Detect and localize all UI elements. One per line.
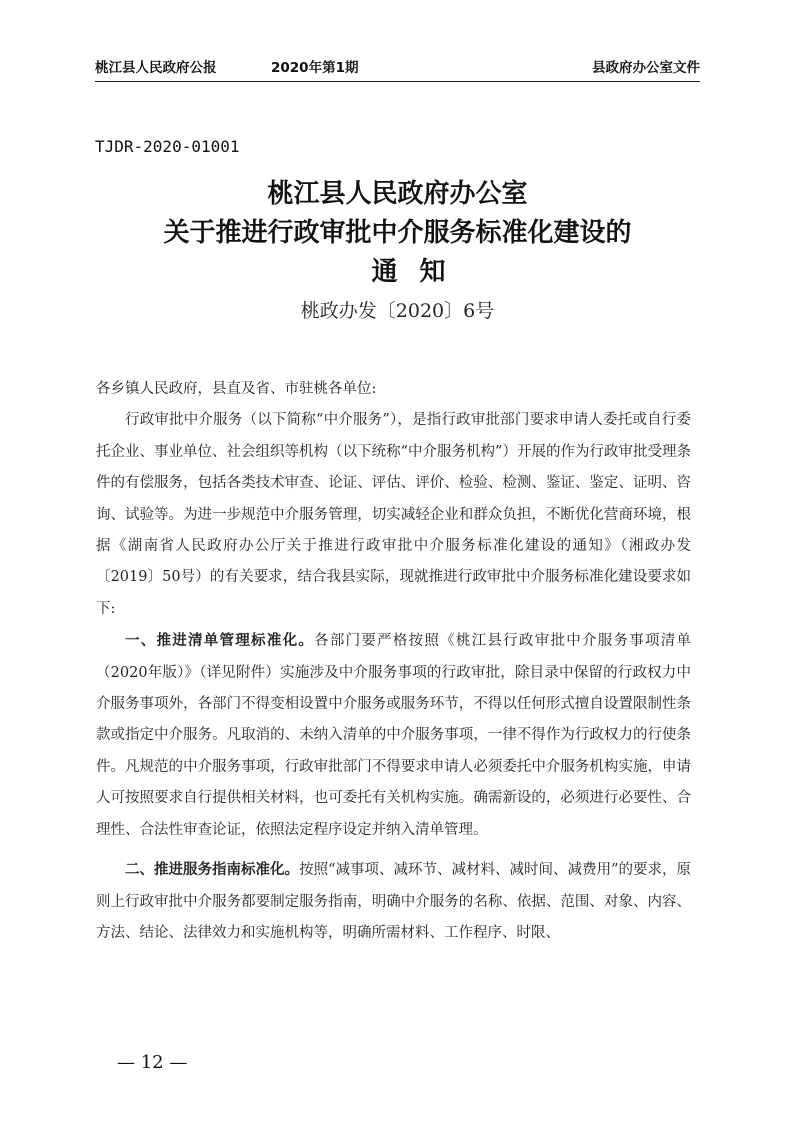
page-number: — 12 — [117, 1052, 188, 1073]
page-header [95, 56, 700, 78]
section-2-text: 按照“减事项、减环节、减材料、减时间、减费用”的要求，原则上行政审批中介服务都要制定服务指南，明确中介服务的名称、依据、范围、对象、内容、方法、结论、法律效力和实施机构等，明确所需材料、工作程序、时限、 [96, 862, 692, 941]
section-1-text: 各部门要严格按照《桃江县行政审批中介服务事项清单（2020年版）》（详见附件）实施涉及中介服务事项的行政审批，除目录中保留的行政权力中介服务事项外，各部门不得变相设置中介服务或服务环节，不得以任何形式擅自设置限制性条款或指定中介服务。凡取消的、未纳入清单的中介服务事项，一律不得作为行政权力的行使条件。凡规范的中介服务事项，行政审批部门不得要求申请人必须委托中介服务机构实施，申请人可按照要求自行提供相关材料，也可委托有关机构实施。确需新设的，必须进行必要性、合理性、合法性审查论证，依照法定程序设定并纳入清单管理。 [96, 633, 692, 838]
intro-paragraph: 行政审批中介服务（以下简称“中介服务”），是指行政审批部门要求申请人委托或自行委托企业、事业单位、社会组织等机构（以下统称“中介服务机构”）开展的作为行政审批受理条件的有偿服务，包括各类技术审查、论证、评估、评价、检验、检测、鉴证、鉴定、证明、咨询、试验等。为进一步规范中介服务管理，切实减轻企业和群众负担，不断优化营商环境，根据《湖南省人民政府办公厅关于推进行政审批中介服务标准化建设的通知》（湘政办发〔2019〕50号）的有关要求，结合我县实际，现就推进行政审批中介服务标准化建设要求如下: [96, 412, 691, 617]
header-issue: 2020年第1期 [271, 60, 359, 76]
title-line-3: 通知 [371, 257, 468, 287]
title-line-2: 关于推进行政审批中介服务标准化建设的 [163, 218, 632, 248]
section-2-heading: 二、推进服务指南标准化。 [125, 861, 300, 879]
header-gazette-name: 桃江县人民政府公报 [95, 60, 217, 76]
section-1-heading: 一、推进清单管理标准化。 [125, 632, 315, 650]
document-number: 桃政办发〔2020〕6号 [300, 300, 495, 322]
section-2-paragraph [96, 854, 691, 949]
document-code: TJDR-2020-01001 [95, 137, 240, 156]
section-1-paragraph [96, 625, 691, 846]
header-category: 县政府办公室文件 [592, 60, 700, 76]
document-body [96, 374, 691, 949]
title-line-1: 桃江县人民政府办公室 [267, 179, 528, 209]
salutation: 各乡镇人民政府，县直及省、市驻桃各单位: [96, 381, 377, 397]
header-divider [95, 81, 700, 82]
